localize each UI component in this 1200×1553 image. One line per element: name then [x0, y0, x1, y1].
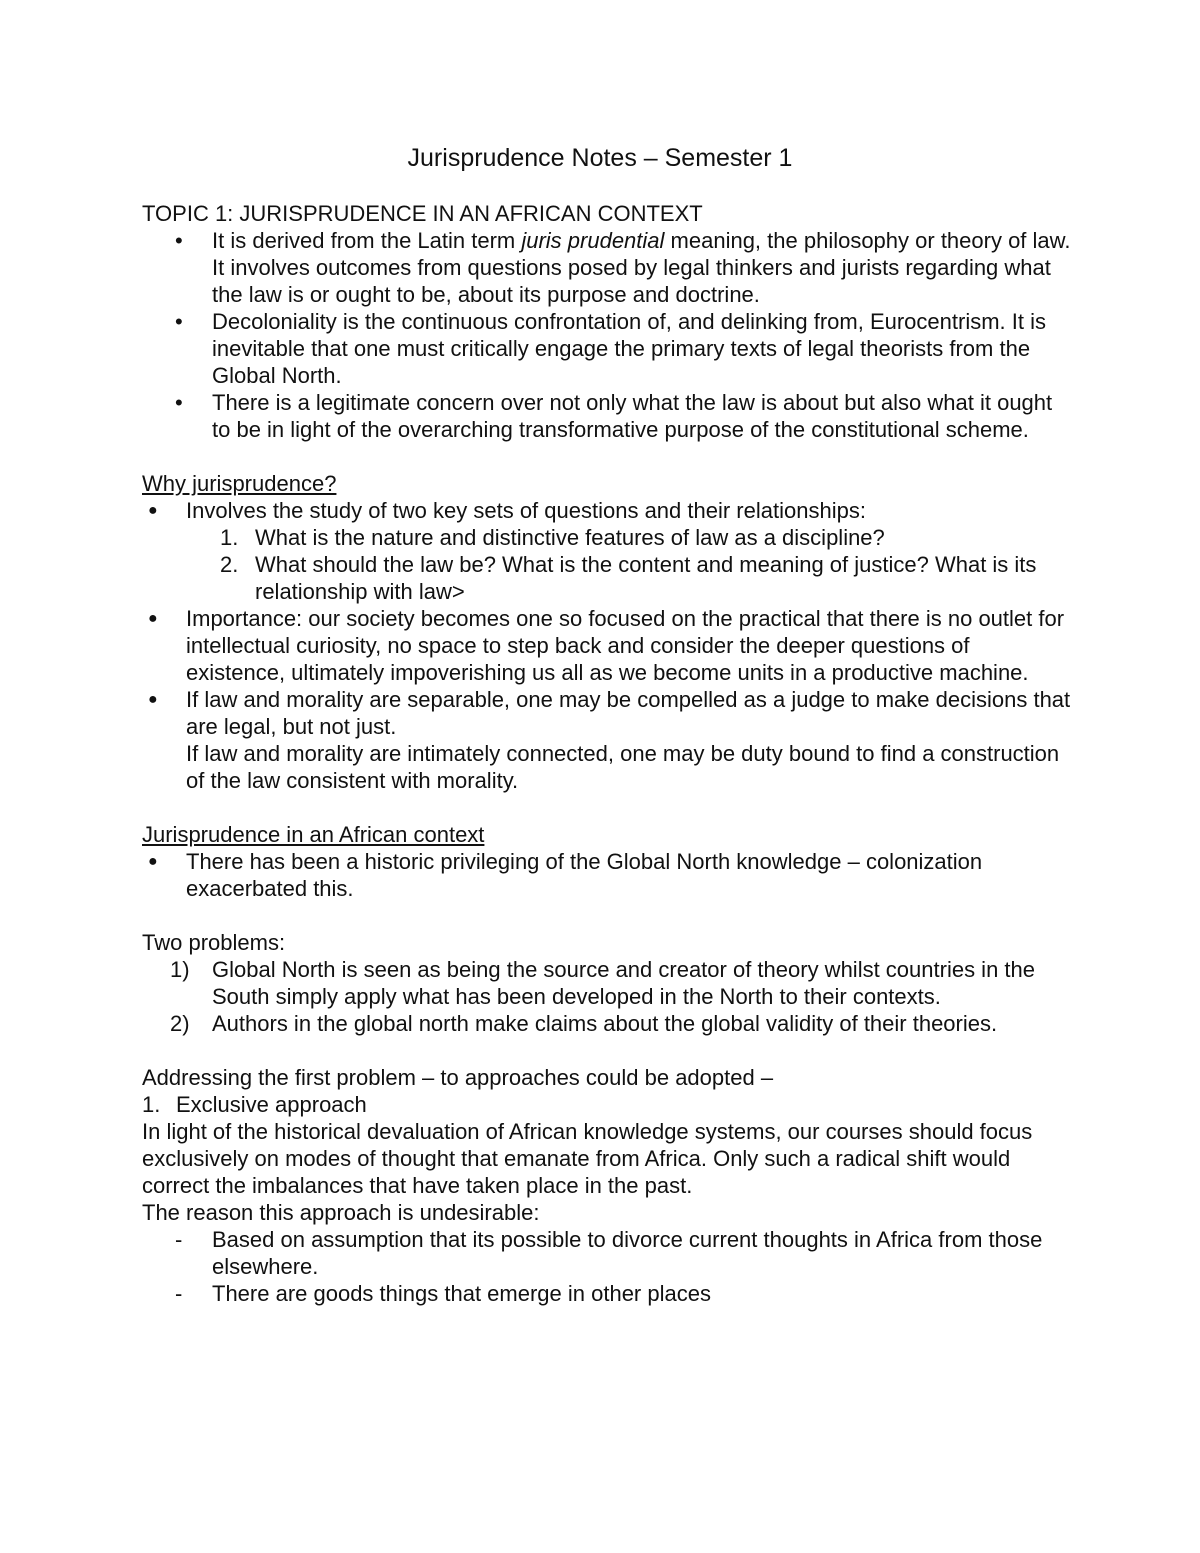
bullet-icon: • [175, 309, 183, 334]
list-item [142, 497, 1072, 524]
bullet-icon: • [175, 228, 183, 253]
item-number: 1. [142, 1092, 161, 1117]
dash-item [142, 1226, 1072, 1280]
item-number: 1. [220, 525, 239, 550]
list-item-text: Authors in the global north make claims about the global validity of their theories. [212, 1011, 998, 1036]
list-item-text: meaning, the philosophy or theory of law. It involves outcomes from questions posed by legal thinkers and jurists regarding what the law is or ought to be, about its purpose and doctrine. [212, 228, 1071, 307]
list-item [142, 308, 1072, 389]
dash-item [142, 1280, 1072, 1307]
list-item [142, 686, 1072, 740]
list-item-text: Importance: our society becomes one so focused on the practical that there is no outlet for intellectual curiosity, no space to step back and consider the deeper questions of existence, ultimately impoverishing us all as we become units in a productive machine. [186, 606, 1065, 685]
list-item-continuation: If law and morality are intimately connected, one may be duty bound to find a construction of the law consistent with morality. [186, 741, 1060, 793]
list-item-text: There has been a historic privileging of the Global North knowledge – colonization exacerbated this. [186, 849, 983, 901]
list-item-text: Based on assumption that its possible to divorce current thoughts in Africa from those elsewhere. [212, 1227, 1043, 1279]
bullet-icon: ● [148, 610, 158, 627]
list-item-text: What should the law be? What is the content and meaning of justice? What is its relationship with law> [255, 552, 1037, 604]
section-heading-problems: Two problems: [142, 930, 286, 955]
list-item [142, 227, 1072, 308]
bullet-icon: ● [148, 502, 158, 519]
list-item-text: If law and morality are separable, one may be compelled as a judge to make decisions that are legal, but not just. [186, 687, 1071, 739]
list-item-text: Decoloniality is the continuous confrontation of, and delinking from, Eurocentrism. It is inevitable that one must critically engage the primary texts of legal theorists from the Global North. [212, 309, 1046, 388]
paragraph: The reason this approach is undesirable: [142, 1200, 540, 1225]
numbered-item [142, 1091, 1072, 1118]
list-item-text: Involves the study of two key sets of questions and their relationships: [186, 498, 866, 523]
list-item-text: Exclusive approach [176, 1092, 367, 1117]
list-item [142, 848, 1072, 902]
bullet-icon: • [175, 390, 183, 415]
list-item-text: What is the nature and distinctive features of law as a discipline? [255, 525, 885, 550]
list-item [142, 605, 1072, 686]
list-item-text: There are goods things that emerge in other places [212, 1281, 711, 1306]
numbered-item [142, 524, 1072, 551]
bullet-icon: ● [148, 853, 158, 870]
numbered-item [142, 551, 1072, 605]
paragraph: In light of the historical devaluation of African knowledge systems, our courses should focus exclusively on modes of thought that emanate from Africa. Only such a radical shift would correct the imbalances that have taken place in the past. [142, 1119, 1033, 1198]
bullet-icon: ● [148, 691, 158, 708]
addressing-intro: Addressing the first problem – to approaches could be adopted – [142, 1065, 774, 1090]
section-heading-why: Why jurisprudence? [142, 471, 337, 496]
item-number: 2. [220, 552, 239, 577]
list-item-text: It is derived from the Latin term [212, 228, 522, 253]
item-number: 1) [170, 957, 190, 982]
list-item [142, 389, 1072, 443]
dash-marker: - [175, 1281, 183, 1306]
numbered-item [142, 956, 1072, 1010]
dash-marker: - [175, 1227, 183, 1252]
numbered-item [142, 1010, 1072, 1037]
topic-heading: TOPIC 1: JURISPRUDENCE IN AN AFRICAN CONTEXT [142, 201, 703, 226]
section-heading-african-context: Jurisprudence in an African context [142, 822, 485, 847]
list-item-text: Global North is seen as being the source and creator of theory whilst countries in the South simply apply what has been developed in the North to their contexts. [212, 957, 1036, 1009]
list-item-text: There is a legitimate concern over not only what the law is about but also what it ought to be in light of the overarching transformative purpose of the constitutional scheme. [212, 390, 1053, 442]
item-number: 2) [170, 1011, 190, 1036]
page-title: Jurisprudence Notes – Semester 1 [407, 144, 793, 172]
latin-term: juris prudential [521, 228, 665, 253]
notes-body [142, 200, 1072, 1307]
